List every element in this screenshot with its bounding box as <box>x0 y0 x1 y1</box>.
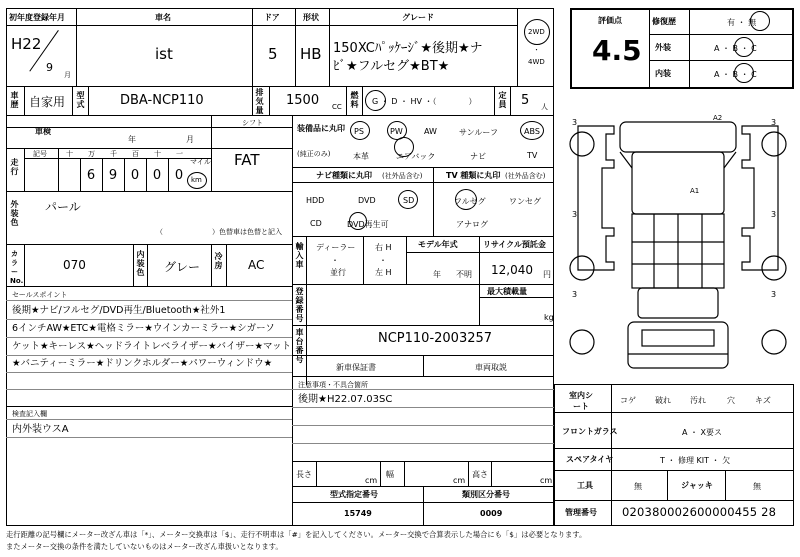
seat-burn: コゲ <box>620 396 636 405</box>
inspection-label: 車検 <box>35 127 51 136</box>
usage-label: 車歴 <box>10 91 19 109</box>
repair-label: 修復歴 <box>652 17 676 26</box>
navi-sd: SD <box>403 196 415 205</box>
import-dot-1: ・ <box>331 256 339 265</box>
grade-line-1: 150XCﾊﾟｯｹｰｼﾞ★後期★ナ <box>333 41 483 56</box>
chassis-label: 車台番号 <box>295 328 304 364</box>
corner-mark-tr: 3 <box>771 118 777 127</box>
month-unit: 月 <box>64 71 71 79</box>
mile-label: マイル <box>190 158 211 166</box>
score-value: 4.5 <box>592 34 642 67</box>
tv-oneseg: ワンセグ <box>509 197 541 206</box>
tv-analog: アナログ <box>456 220 488 229</box>
navi-sub: (社外品含む) <box>382 172 423 180</box>
drive-2wd: 2WD <box>528 28 545 36</box>
height-label: 高さ <box>472 470 488 479</box>
navi-dvd-play: DVD再生可 <box>347 220 389 229</box>
drive-dot: ・ <box>533 46 540 54</box>
inspection-month: 月 <box>186 135 194 144</box>
corner-mark-mr: 3 <box>771 210 777 219</box>
equip-airbag: エアバック <box>396 152 436 161</box>
equipment-sub: (純正のみ) <box>297 150 331 158</box>
windshield-options: A ・ X要ス <box>682 428 723 437</box>
seat-dirt: 汚れ <box>690 396 706 405</box>
equip-tv: TV <box>527 151 538 160</box>
max-load-label: 最大積載量 <box>487 287 527 296</box>
inspector-value: 内外装ウスA <box>12 424 69 435</box>
spare-tire-label: スペアタイヤ <box>566 455 614 464</box>
seat-tear: 破れ <box>655 396 671 405</box>
interior-color-value: グレー <box>164 260 201 274</box>
corner-mark-br: 3 <box>771 290 777 299</box>
class-code-label: 類別区分番号 <box>462 490 510 499</box>
exterior-b-circle <box>734 37 754 57</box>
displacement-label: 排気量 <box>255 88 264 115</box>
doors-label: ドア <box>264 13 280 22</box>
interior-b-circle <box>734 63 754 83</box>
navi-hdd: HDD <box>306 196 325 205</box>
exterior-label: 外装 <box>655 43 671 52</box>
import-label: 輸入車 <box>295 242 304 269</box>
jack-label: ジャッキ <box>681 481 713 490</box>
equip-sunroof: サンルーフ <box>459 128 498 137</box>
jack-value: 無 <box>753 482 761 491</box>
shift-value: FAT <box>234 151 260 169</box>
seat-scratch: キズ <box>755 396 771 405</box>
shape-label: 形状 <box>303 13 319 22</box>
model-year-unknown: 不明 <box>456 270 472 279</box>
displacement-value: 1500 <box>286 93 320 108</box>
sales-point-line-2: 6インチAW★ETC★電格ミラー★ウインカーミラー★シガーソ <box>12 323 275 334</box>
doors-value: 5 <box>268 45 278 63</box>
fuel-label: 燃料 <box>350 91 359 109</box>
grade-label: グレード <box>402 13 434 22</box>
shape-value: HB <box>300 45 322 63</box>
tv-sub: (社外品含む) <box>505 172 546 180</box>
shift-label: シフト <box>242 119 263 127</box>
windshield-label: フロントガラス <box>562 427 618 436</box>
seat-label: 室内シート <box>569 391 593 411</box>
navi-cd: CD <box>310 219 322 228</box>
first-reg-label: 初年度登録年月 <box>9 13 65 22</box>
capacity-unit: 人 <box>541 103 548 111</box>
footer-line-1: 走行距離の記号欄にメーター改ざん車は「*」、メーター交換車は「$」、走行不明車は「#」を記入してください。メーター交換で合算表示した場合にも「$」は必要となります。 <box>6 530 587 539</box>
ac-label: 冷房 <box>214 252 223 270</box>
mileage-unit-label: 十 <box>66 150 73 158</box>
sales-point-line-1: 後期★ナビ/フルセグ/DVD再生/Bluetooth★社外1 <box>12 305 226 316</box>
recycle-value: 12,040 <box>491 263 533 277</box>
corner-mark-bl: 3 <box>572 290 578 299</box>
navi-label: ナビ種類に丸印 <box>316 171 372 180</box>
sales-point-line-3: ケット★キーレス★ヘッドライトレベライザー★バイザー★マット <box>12 341 292 352</box>
type-code-label: 型式指定番号 <box>330 490 378 499</box>
repair-options: 有 ・ 無 <box>727 18 757 27</box>
notes-value: 後期★H22.07.03SC <box>298 394 393 405</box>
first-reg-era: H22 <box>11 35 42 53</box>
width-label: 幅 <box>386 470 394 479</box>
exterior-options: A ・ B ・ C <box>714 44 757 53</box>
car-name: ist <box>155 45 173 63</box>
mileage-unit-label: 千 <box>110 150 117 158</box>
type-code-value: 15749 <box>344 509 372 518</box>
color-note: （ ）色替車は色替と記入 <box>156 228 282 236</box>
tools-label: 工具 <box>577 481 593 490</box>
mileage-unit-label: 十 <box>154 150 161 158</box>
new-car-warranty: 新車保証書 <box>336 363 376 372</box>
length-unit: cm <box>365 476 378 485</box>
equipment-label: 装備品に丸印 <box>297 124 345 133</box>
import-parallel: 並行 <box>330 268 346 277</box>
mileage-unit-label: 百 <box>132 150 139 158</box>
displacement-unit: CC <box>332 103 342 111</box>
equip-navi: ナビ <box>470 152 486 161</box>
footer-line-2: またメーター交換の条件を満たしていないものはメーター改ざん車扱いとなります。 <box>6 542 283 551</box>
corner-mark-tl: 3 <box>572 118 578 127</box>
chassis-value: NCP110-2003257 <box>378 331 493 346</box>
interior-options: A ・ B ・ C <box>714 70 757 79</box>
diagram-a1: A1 <box>690 187 700 195</box>
car-name-label: 車名 <box>155 13 171 22</box>
spare-tire-options: T ・ 修理 KIT ・ 欠 <box>660 456 731 465</box>
diagram-a2: A2 <box>713 114 723 122</box>
code-label: 記号 <box>33 150 47 158</box>
repair-none-circle <box>750 11 770 31</box>
mileage-digit: 0 <box>130 168 140 183</box>
color-value: パール <box>45 200 81 214</box>
tools-value: 無 <box>634 482 642 491</box>
import-dealer: ディーラー <box>316 243 356 252</box>
drive-4wd: 4WD <box>528 58 545 66</box>
import-right: 右 H <box>375 243 392 252</box>
score-label: 評価点 <box>598 16 622 25</box>
sales-point-line-4: ★バニティーミラー★ドリンクホルダー★パワーウィンドウ★ <box>12 358 273 369</box>
mileage-digit: 9 <box>108 168 118 183</box>
color-no-value: 070 <box>63 258 86 272</box>
color-no-label: カラーNo. <box>10 250 24 285</box>
grade-line-2: ﾋﾞ★フルセグ★BT★ <box>333 59 450 74</box>
class-code-value: 0009 <box>480 509 503 518</box>
height-unit: cm <box>540 476 553 485</box>
equip-pw: PW <box>390 127 403 136</box>
max-load-unit: kg <box>544 313 554 322</box>
interior-label: 内装 <box>655 69 671 78</box>
model-year-label: モデル年式 <box>418 240 458 249</box>
registration-label: 登録番号 <box>295 287 304 323</box>
mgmt-label: 管理番号 <box>565 508 597 517</box>
km-label: km <box>191 176 202 184</box>
equip-aw: AW <box>424 127 437 136</box>
vehicle-manual: 車両取説 <box>475 363 507 372</box>
recycle-label: リサイクル預託金 <box>483 240 546 249</box>
width-unit: cm <box>453 476 466 485</box>
length-label: 長さ <box>296 470 312 479</box>
ac-value: AC <box>248 258 265 272</box>
mileage-digit: 0 <box>174 168 184 183</box>
equip-leather: 本革 <box>353 152 369 161</box>
car-damage-diagram <box>558 108 798 380</box>
notes-label: 注意事項・不具合箇所 <box>298 381 368 389</box>
capacity-value: 5 <box>521 93 530 108</box>
model-label: 型式 <box>76 91 85 109</box>
corner-mark-ml: 3 <box>572 210 578 219</box>
mgmt-value: 020380002600000455 28 <box>622 505 777 519</box>
inspector-label: 検査記入欄 <box>12 410 47 418</box>
navi-dvd: DVD <box>358 196 376 205</box>
sales-points-label: セールスポイント <box>12 291 68 299</box>
interior-color-label: 内装色 <box>136 250 145 277</box>
mileage-digit: 0 <box>152 168 162 183</box>
import-left: 左 H <box>375 268 392 277</box>
tv-fullseg: フルセグ <box>454 197 486 206</box>
mileage-unit-label: 万 <box>88 150 95 158</box>
seat-hole: 穴 <box>727 396 735 405</box>
equip-abs: ABS <box>524 127 540 136</box>
import-dot-2: ・ <box>379 256 387 265</box>
capacity-label: 定員 <box>498 91 507 109</box>
model-value: DBA-NCP110 <box>120 93 204 108</box>
tv-label: TV 種類に丸印 <box>446 171 501 180</box>
mileage-digit: 6 <box>86 168 96 183</box>
color-label: 外装色 <box>10 200 19 227</box>
mileage-unit-label: 一 <box>176 150 183 158</box>
mileage-label: 走行 <box>10 158 19 176</box>
recycle-unit: 円 <box>543 270 551 279</box>
first-reg-month: 9 <box>46 61 53 74</box>
model-year-unit: 年 <box>433 270 441 279</box>
usage-value: 自家用 <box>29 95 66 109</box>
equip-ps: PS <box>354 127 364 136</box>
inspection-year: 年 <box>128 135 136 144</box>
fuel-options: G ・ D ・ HV ・（ ） <box>372 97 477 106</box>
